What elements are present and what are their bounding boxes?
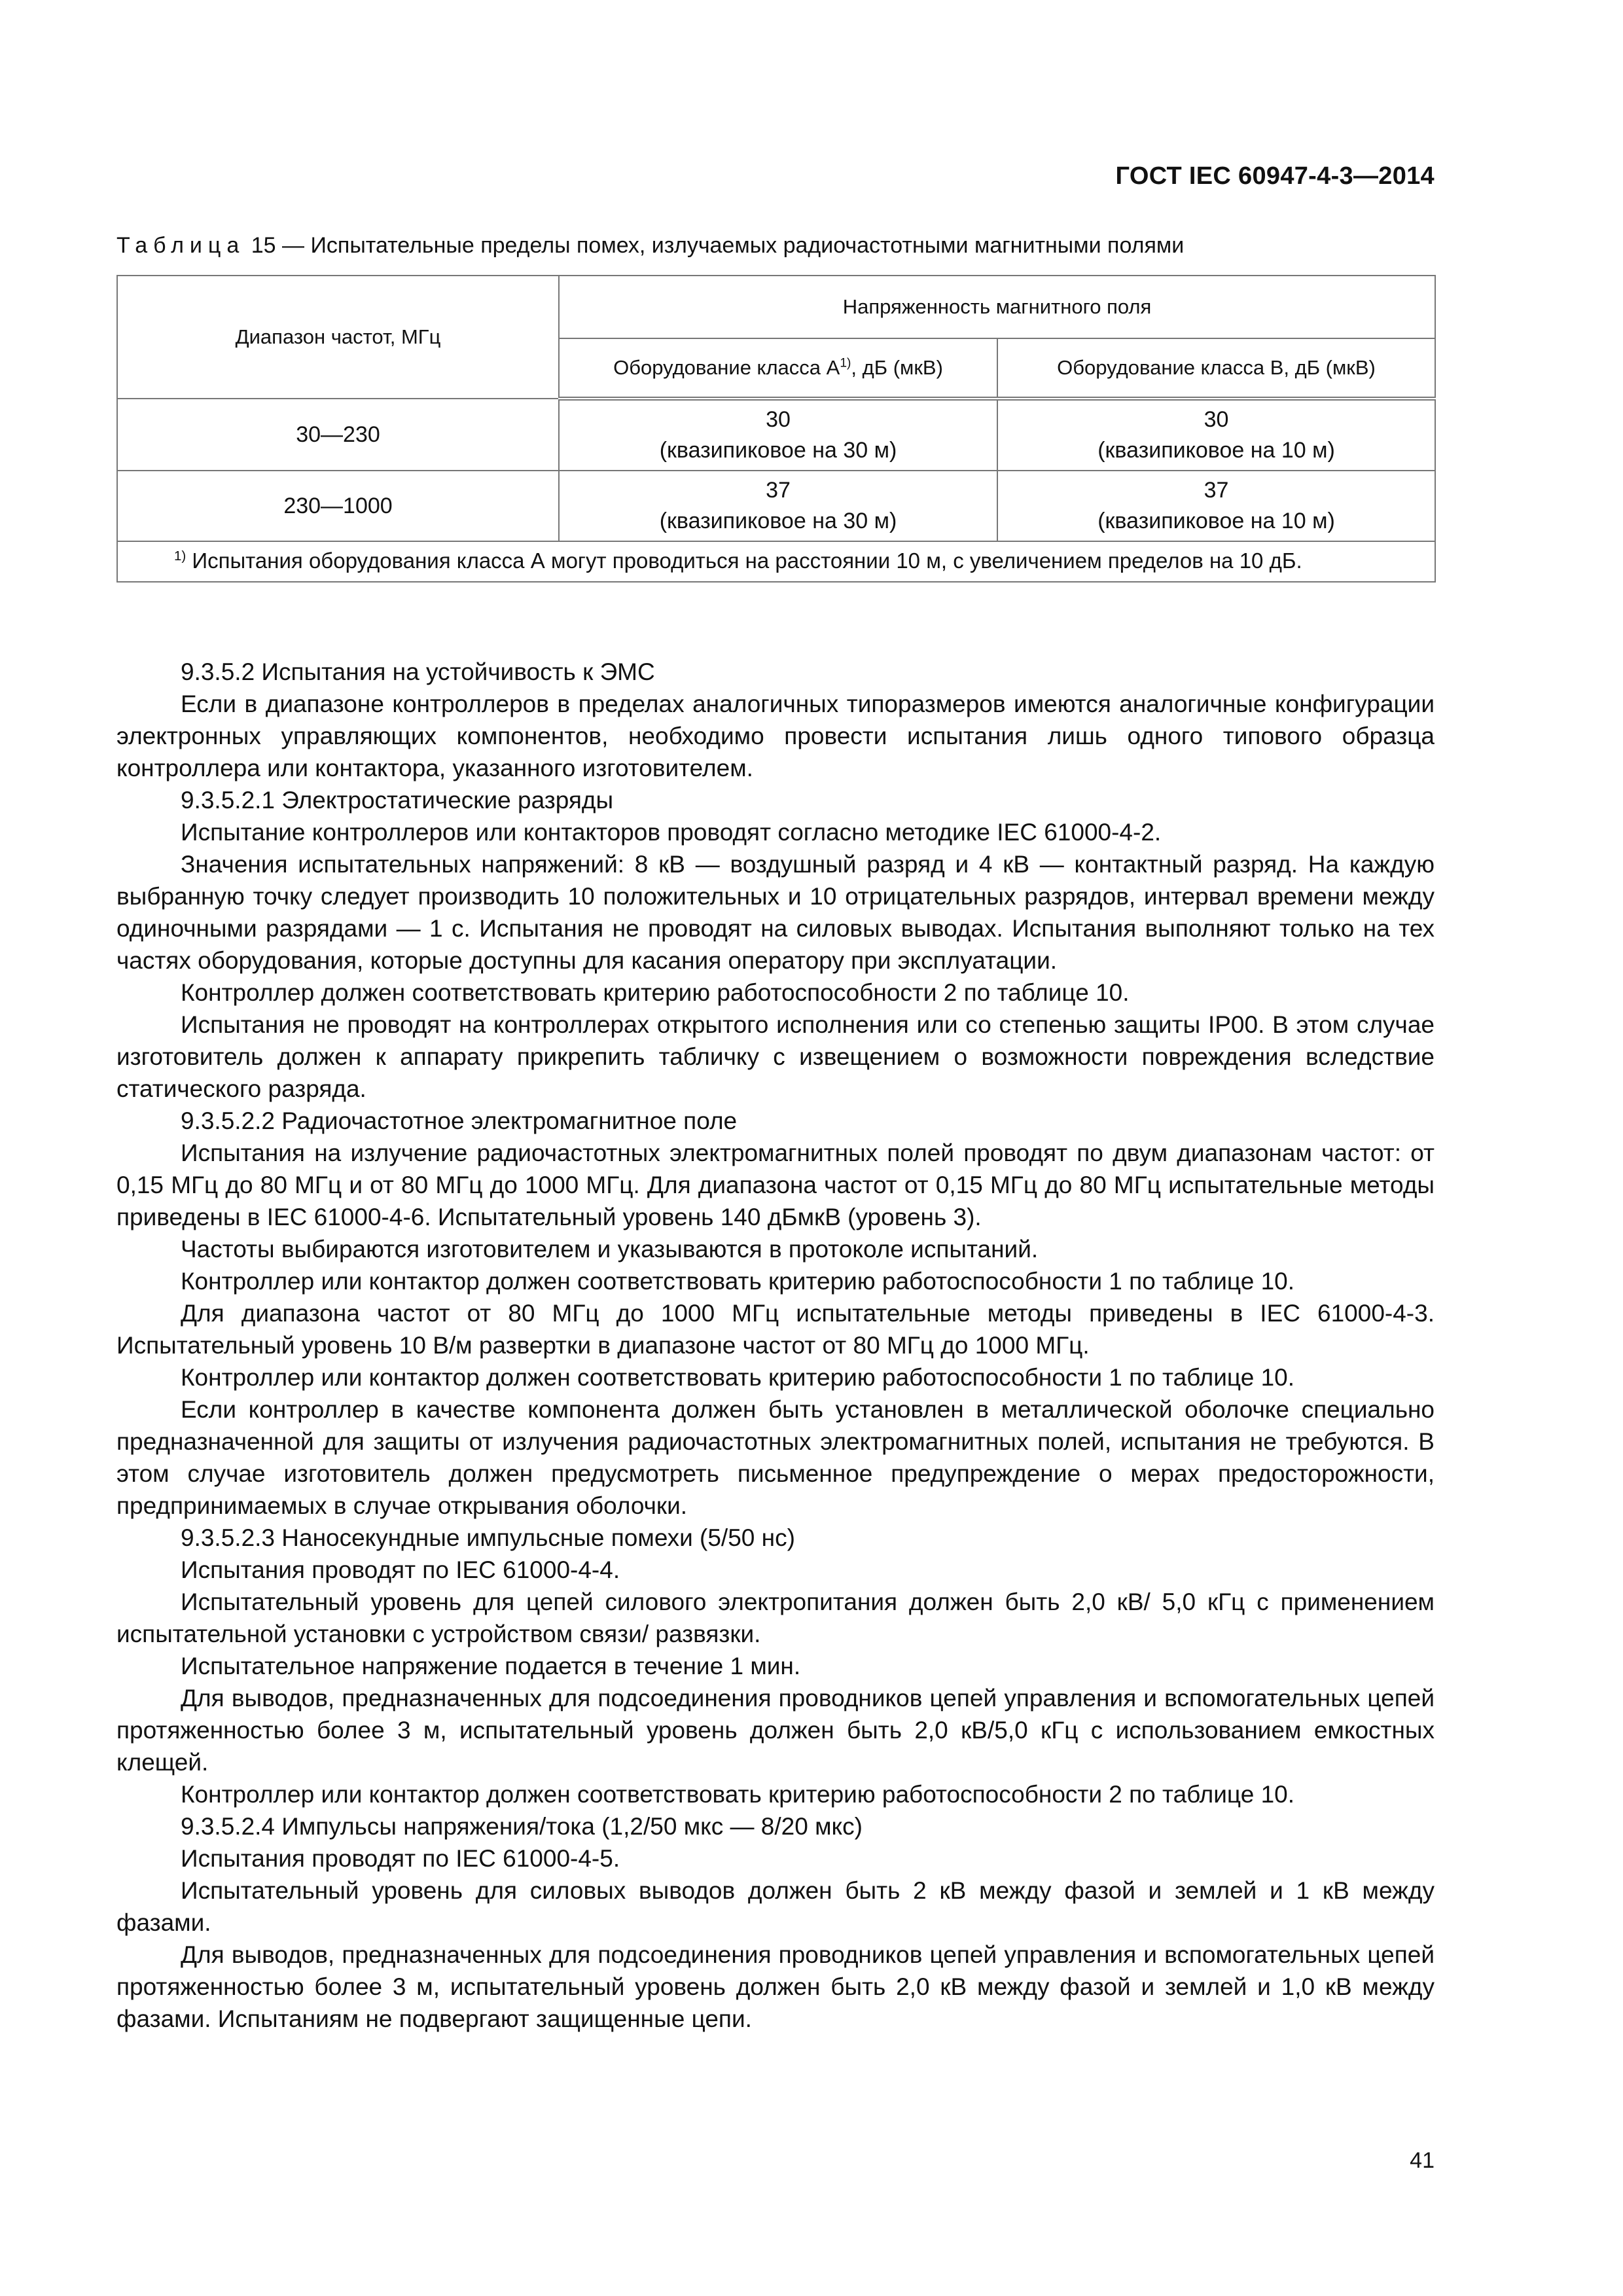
header-frequency-range: Диапазон частот, МГц <box>117 276 559 399</box>
cell-class-b <box>997 399 1435 471</box>
section-heading-9-3-5-2: 9.3.5.2 Испытания на устойчивость к ЭМС <box>181 658 655 685</box>
paragraph: Контроллер или контактор должен соответствовать критерию работоспособности 1 по таблице 10. <box>181 1364 1294 1391</box>
table-caption <box>116 233 1184 259</box>
paragraph: Испытания проводят по IEC 61000-4-4. <box>181 1556 620 1583</box>
emission-limits-table <box>116 275 1436 583</box>
footnote-mark: 1) <box>174 548 187 564</box>
header-class-a-footnote-ref: 1) <box>840 356 851 370</box>
paragraph: Значения испытательных напряжений: 8 кВ — воздушный разряд и 4 кВ — контактный разряд. На каждую выбранную точку следует производить 10 положительных и 10 отрицательных разрядов, интервал времени между одиночными разрядами — 1 с. Испытания не проводят на силовых выводах. Испытания выполняют только на тех частях оборудования, которые доступны для касания оператору при эксплуатации. <box>116 851 1435 974</box>
paragraph: Испытательный уровень для цепей силового электропитания должен быть 2,0 кВ/ 5,0 кГц с применением испытательной установки с устройством связи/ развязки. <box>116 1588 1435 1647</box>
paragraph: Контроллер или контактор должен соответствовать критерию работоспособности 2 по таблице 10. <box>181 1781 1294 1808</box>
paragraph: Испытания не проводят на контроллерах открытого исполнения или со степенью защиты IP00. В этом случае изготовитель должен к аппарату прикрепить табличку с извещением о возможности повреждения вследствие статического разряда. <box>116 1011 1435 1102</box>
body-text <box>116 656 1435 2035</box>
paragraph: Если в диапазоне контроллеров в пределах аналогичных типоразмеров имеются аналогичные конфигурации электронных управляющих компонентов, необходимо провести испытания лишь одного типового образца контроллера или контактора, указанного изготовителем. <box>116 691 1435 781</box>
paragraph: Контроллер или контактор должен соответствовать критерию работоспособности 1 по таблице 10. <box>181 1268 1294 1295</box>
cell-class-a <box>559 399 997 471</box>
table-footnote <box>117 541 1435 582</box>
paragraph: Для выводов, предназначенных для подсоединения проводников цепей управления и вспомогательных цепей протяженностью более 3 м, испытательный уровень должен быть 2,0 кВ между фазой и землей и 1,0 кВ между фазами. Испытаниям не подвергают защищенные цепи. <box>116 1941 1435 2032</box>
paragraph: Испытательный уровень для силовых выводов должен быть 2 кВ между фазой и землей и 1 кВ между фазами. <box>116 1877 1435 1936</box>
paragraph: Если контроллер в качестве компонента должен быть установлен в металлической оболочке специально предназначенной для защиты от излучения радиочастотных электромагнитных полей, испытания не требуются. В этом случае изготовитель должен предусмотреть письменное предупреждение о мерах предосторожности, предпринимаемых в случае открывания оболочки. <box>116 1396 1435 1519</box>
table-caption-word: Таблица <box>116 233 245 258</box>
paragraph: Испытательное напряжение подается в течение 1 мин. <box>181 1653 801 1679</box>
paragraph: Для выводов, предназначенных для подсоединения проводников цепей управления и вспомогательных цепей протяженностью более 3 м, испытательный уровень должен быть 2,0 кВ/5,0 кГц с использованием емкостных клещей. <box>116 1685 1435 1776</box>
cell-class-a-note: (квазипиковое на 30 м) <box>659 438 897 463</box>
paragraph: Частоты выбираются изготовителем и указываются в протоколе испытаний. <box>181 1236 1039 1263</box>
paragraph: Испытание контроллеров или контакторов проводят согласно методике IEC 61000-4-2. <box>181 819 1162 846</box>
paragraph: Испытания проводят по IEC 61000-4-5. <box>181 1845 620 1872</box>
table-caption-text: 15 — Испытательные пределы помех, излучаемых радиочастотными магнитными полями <box>245 233 1185 258</box>
standard-header: ГОСТ IEC 60947-4-3—2014 <box>1115 162 1435 190</box>
header-class-b: Оборудование класса В, дБ (мкВ) <box>997 338 1435 399</box>
cell-class-b-note: (квазипиковое на 10 м) <box>1097 438 1335 463</box>
header-field-strength: Напряженность магнитного поля <box>559 276 1435 338</box>
document-page <box>116 0 1435 2296</box>
table-row <box>117 399 1435 471</box>
header-class-a <box>559 338 997 399</box>
cell-class-a-note: (квазипиковое на 30 м) <box>659 509 897 533</box>
cell-class-a <box>559 471 997 541</box>
page-number: 41 <box>1410 2148 1435 2173</box>
cell-class-a-value: 37 <box>766 478 791 503</box>
section-heading-9-3-5-2-2: 9.3.5.2.2 Радиочастотное электромагнитное поле <box>181 1107 738 1134</box>
header-class-a-pre: Оборудование класса А <box>613 355 840 379</box>
cell-class-b <box>997 471 1435 541</box>
section-heading-9-3-5-2-1: 9.3.5.2.1 Электростатические разряды <box>181 787 614 814</box>
section-heading-9-3-5-2-3: 9.3.5.2.3 Наносекундные импульсные помехи (5/50 нс) <box>181 1524 795 1551</box>
cell-class-b-note: (квазипиковое на 10 м) <box>1097 509 1335 533</box>
footnote-text: Испытания оборудования класса А могут проводиться на расстоянии 10 м, с увеличением пределов на 10 дБ. <box>186 548 1302 573</box>
paragraph: Контроллер должен соответствовать критерию работоспособности 2 по таблице 10. <box>181 979 1130 1006</box>
table-row <box>117 471 1435 541</box>
cell-range: 30—230 <box>117 399 559 471</box>
cell-class-a-value: 30 <box>766 407 791 433</box>
cell-range: 230—1000 <box>117 471 559 541</box>
paragraph: Для диапазона частот от 80 МГц до 1000 МГц испытательные методы приведены в IEC 61000-4-3. Испытательный уровень 10 В/м развертки в диапазоне частот от 80 МГц до 1000 МГц. <box>116 1300 1435 1359</box>
section-heading-9-3-5-2-4: 9.3.5.2.4 Импульсы напряжения/тока (1,2/50 мкс — 8/20 мкс) <box>181 1813 863 1840</box>
cell-class-b-value: 37 <box>1204 478 1229 503</box>
cell-class-b-value: 30 <box>1204 407 1229 433</box>
paragraph: Испытания на излучение радиочастотных электромагнитных полей проводят по двум диапазонам частот: от 0,15 МГц до 80 МГц и от 80 МГц до 1000 МГц. Для диапазона частот от 0,15 МГц до 80 МГц испытательные методы приведены в IEC 61000-4-6. Испытательный уровень 140 дБмкВ (уровень 3). <box>116 1139 1435 1230</box>
header-class-a-post: , дБ (мкВ) <box>851 355 943 379</box>
